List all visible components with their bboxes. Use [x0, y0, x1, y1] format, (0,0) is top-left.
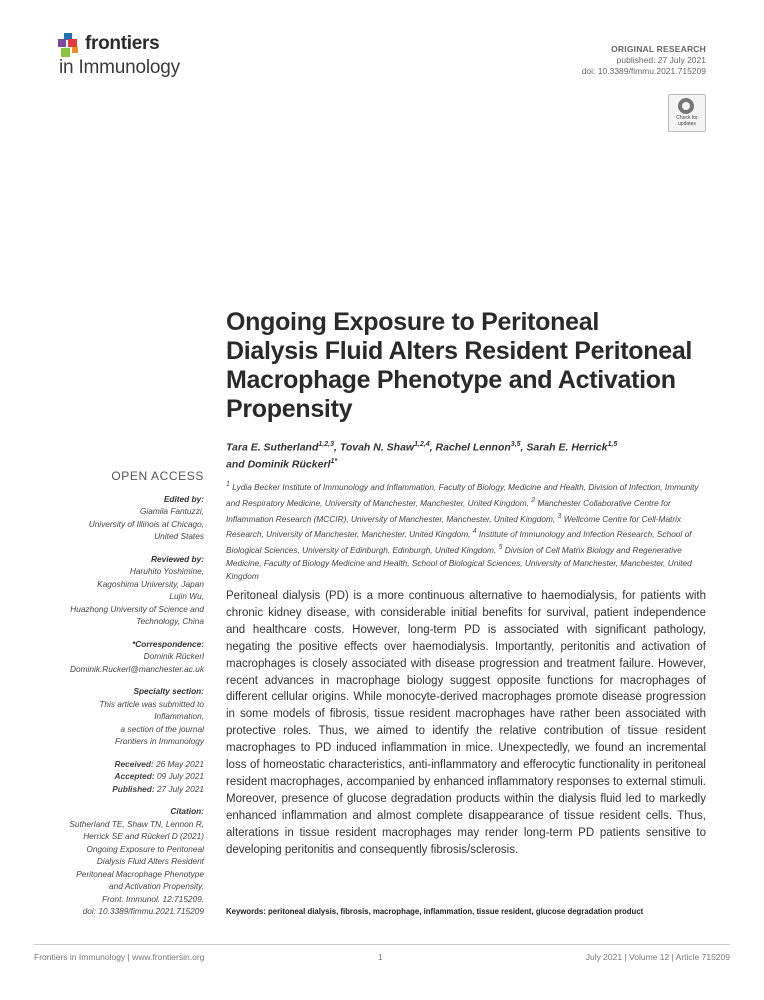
keywords: Keywords: peritoneal dialysis, fibrosis, macrophage, inflammation, tissue resident, glucose degradation product [226, 907, 644, 916]
author-name[interactable]: Tovah N. Shaw [339, 441, 415, 454]
author-list: Tara E. Sutherland$^{1,2,3}$, Tovah N. Shaw$^{1,2,4}$, Rachel Lennon$^{3,5}$, Sarah E. Herrick$^{1,5}$ and Dominik Rückerl$^{1*}$ [226, 441, 618, 470]
footer-issue-info: July 2021 | Volume 12 | Article 715209 [585, 952, 730, 962]
affiliations: $^1$ Lydia Becker Institute of Immunology and Inflammation, Faculty of Biology, Medicine and Health, Division of Infection, Immunity and Respiratory Medicine, University of Manchester, Manchester, United Kingdom, $^2$ Manchester Collaborative Centre for Inflammation Research (MCCIR), University of Manchester, Manchester, United Kingdom, $^3$ Wellcome Centre for Cell-Matrix Research, University of Manchester, Manchester, United Kingdom, $^4$ Institute of Immunology and Infection Research, School of Biological Sciences, University of Edinburgh, Edinburgh, United Kingdom, $^5$ Division of Cell Matrix Biology and Regenerative Medicine, Faculty of Biology Medicine and Health, School of Biological Sciences, University of Manchester, Manchester, United Kingdom [226, 481, 699, 581]
author-name[interactable]: Tara E. Sutherland [226, 441, 319, 454]
article-title: Ongoing Exposure to Peritoneal Dialysis Fluid Alters Resident Peritoneal Macrophage Phenotype and Activation Propensity [226, 308, 693, 423]
article-doi[interactable]: doi: 10.3389/fimmu.2021.715209 [581, 66, 706, 76]
frontiers-logo-icon [58, 33, 82, 59]
logo-word-frontiers: frontiers [85, 33, 160, 54]
specialty-section-block: Specialty section: This article was submitted to Inflammation, a section of the journal Frontiers in Immunology [99, 686, 204, 746]
check-for-updates-button[interactable] [668, 94, 706, 132]
check-updates-label: Check for updates [676, 115, 698, 127]
published-date: published: 27 July 2021 [616, 55, 706, 65]
abstract: Peritoneal dialysis (PD) is a more continuous alternative to haemodialysis, for patients with chronic kidney disease, with considerable initial benefits for survival, patient independence and healthcare costs. However, long-term PD is associated with significant pathology, negating the positive effects over haemodialysis. Importantly, peritonitis and activation of macrophages is closely associated with disease progression and treatment failure. However, recent advances in macrophage biology suggest opposite functions for macrophages of different cellular origins. While monocyte-derived macrophages promote disease progression in some models of fibrosis, tissue resident macrophages have rather been associated with protective roles. Thus, we aimed to identify the relative contribution of tissue resident macrophages to PD induced inflammation in mice. Unexpectedly, we found an incremental loss of homeostatic characteristics, anti-inflammatory and efferocytic functionality in peritoneal resident macrophages, accompanied by enhanced inflammatory responses to external stimuli. Moreover, presence of glucose degradation products within the dialysis fluid led to markedly enhanced inflammation and almost complete disappearance of tissue resident cells. Thus, alterations in tissue resident macrophages may render long-term PD patients sensitive to developing peritonitis and consequently fibrosis/sclerosis. [226, 590, 706, 856]
journal-logo[interactable] [58, 33, 228, 83]
logo-word-journal: in Immunology [59, 57, 180, 78]
article-sidebar [40, 470, 204, 928]
citation-block: Citation: Sutherland TE, Shaw TN, Lennon R, Herrick SE and Rückerl D (2021) Ongoing Exposure to Peritoneal Dialysis Fluid Alters Resident Peritoneal Macrophage Phenotype and Activation Propensity. Front. Immunol. 12:715209. doi: 10.3389/fimmu.2021.715209 [69, 806, 204, 916]
footer-journal-link[interactable]: Frontiers in Immunology | www.frontiersin.org [34, 952, 205, 962]
edited-by-block: Edited by: Giamila Fantuzzi, University of Illinois at Chicago, United States [88, 493, 204, 541]
author-name[interactable]: Sarah E. Herrick [526, 441, 608, 454]
footer-divider [34, 944, 730, 945]
correspondence-block: *Correspondence: Dominik Rückerl Dominik.Ruckerl@manchester.ac.uk [40, 638, 204, 676]
article-type: ORIGINAL RESEARCH [611, 44, 706, 54]
correspondence-email-link[interactable]: Dominik.Ruckerl@manchester.ac.uk [70, 663, 204, 674]
open-access-label: OPEN ACCESS [111, 469, 204, 483]
article-meta [582, 44, 706, 77]
reviewed-by-block: Reviewed by: Haruhito Yoshimine, Kagoshima University, Japan Lujin Wu, Huazhong University of Science and Technology, China [70, 553, 204, 626]
author-name[interactable]: Rachel Lennon [435, 441, 511, 454]
author-name[interactable]: and Dominik Rückerl [226, 458, 331, 470]
dates-block: Received: 26 May 2021 Accepted: 09 July 2021 Published: 27 July 2021 [112, 758, 204, 794]
check-updates-icon [678, 98, 694, 114]
page-number: 1 [378, 952, 383, 962]
